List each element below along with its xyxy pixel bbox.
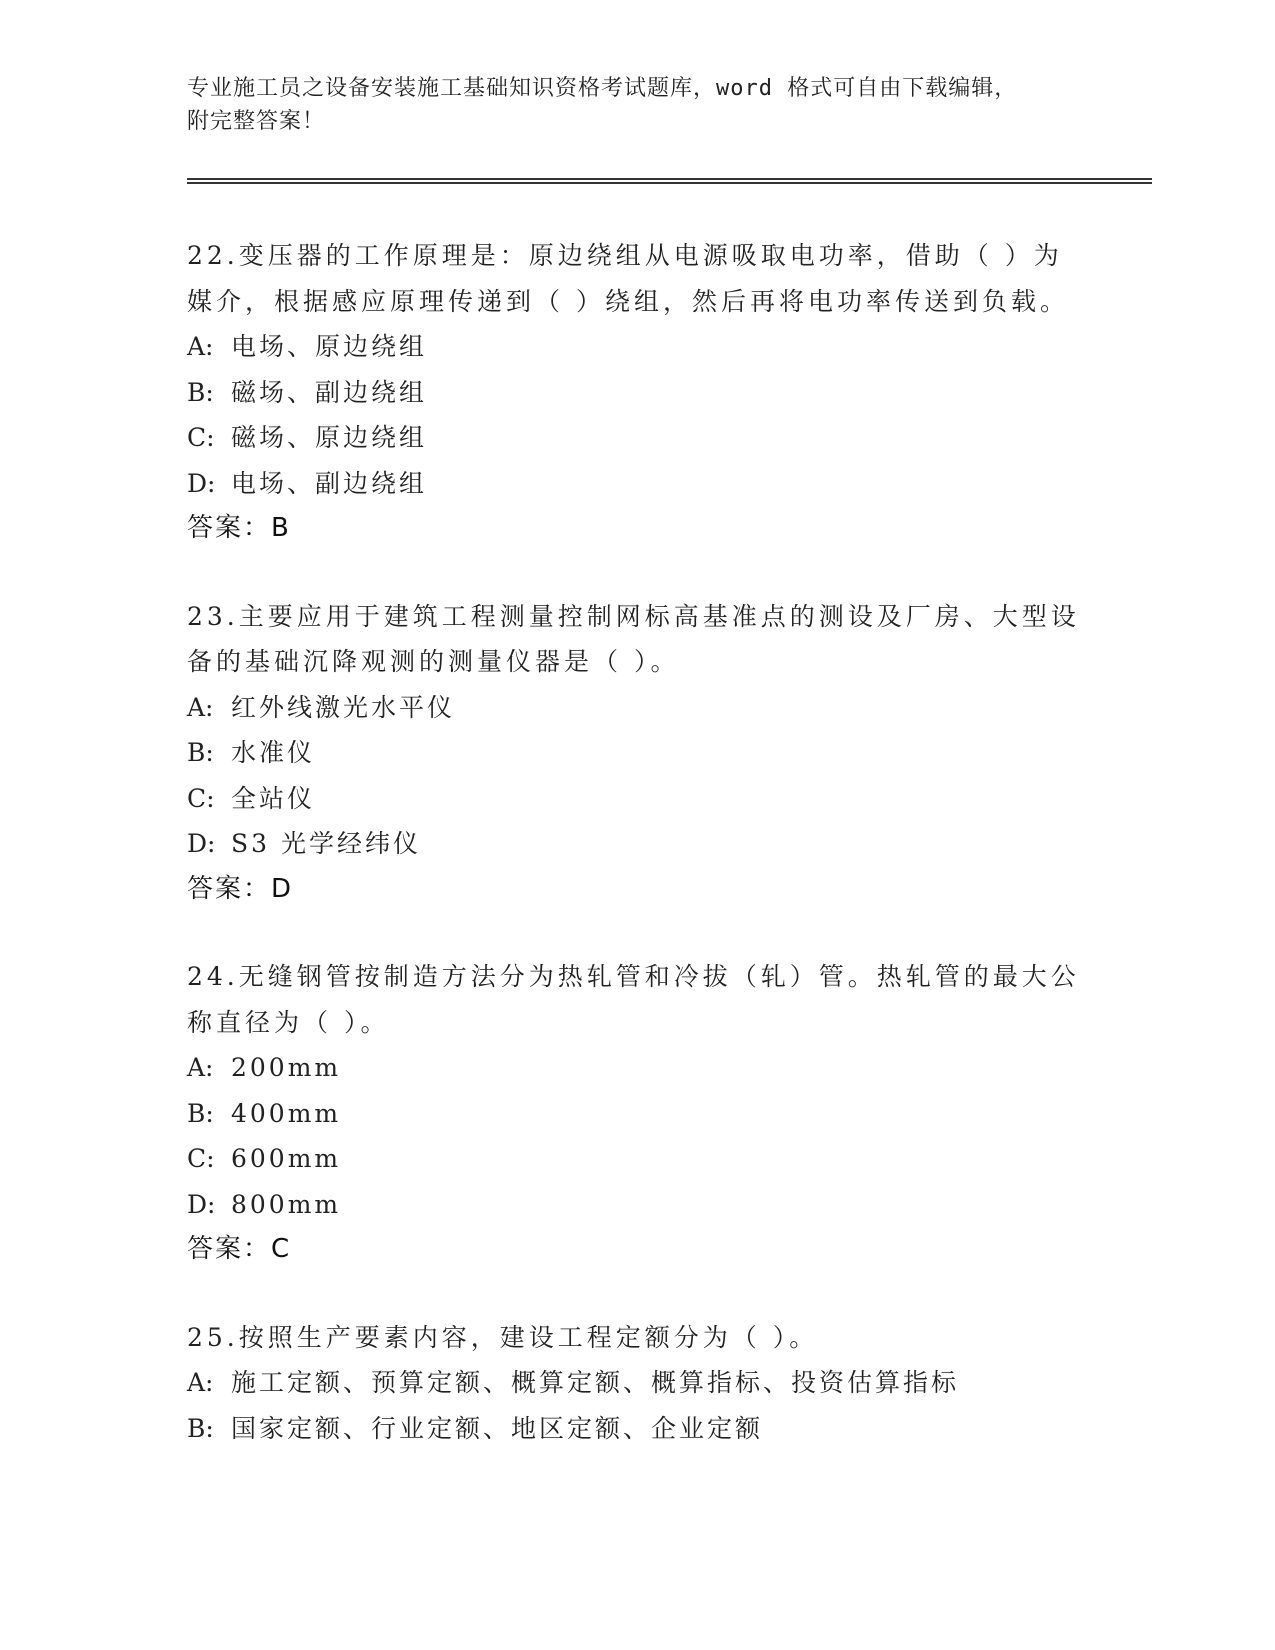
question-stem: 23.主要应用于建筑工程测量控制网标高基准点的测设及厂房、大型设备的基础沉降观测的测量仪器是（ ）。 xyxy=(187,601,1080,676)
question-24 xyxy=(187,954,1087,1273)
answer-line: 答案：C xyxy=(187,1234,292,1264)
option-a xyxy=(187,685,1087,731)
option-text: 电场、副边绕组 xyxy=(231,468,428,498)
option-text: 磁场、原边绕组 xyxy=(231,423,428,452)
option-text: 电场、原边绕组 xyxy=(231,332,428,361)
option-c xyxy=(187,1136,1087,1182)
option-a xyxy=(187,324,1087,370)
question-25 xyxy=(187,1315,1087,1452)
option-text: 施工定额、预算定额、概算定额、概算指标、投资估算指标 xyxy=(231,1368,960,1397)
option-d xyxy=(187,821,1087,867)
option-d xyxy=(187,461,1087,507)
option-label: B: xyxy=(187,1413,214,1443)
option-label: A: xyxy=(187,332,214,361)
option-label: A: xyxy=(187,692,214,722)
option-text: 磁场、副边绕组 xyxy=(231,377,428,407)
option-label: D: xyxy=(187,468,216,498)
header-line-2: 附完整答案！ xyxy=(187,109,326,134)
option-text: 红外线激光水平仪 xyxy=(231,692,456,722)
option-label: A: xyxy=(187,1368,214,1397)
option-label: A: xyxy=(187,1053,214,1082)
question-stem: 22.变压器的工作原理是：原边绕组从电源吸取电功率，借助（ ）为媒介，根据感应原理传递到（ ）绕组，然后再将电功率传送到负载。 xyxy=(187,241,1069,316)
option-text: 200mm xyxy=(231,1053,342,1082)
question-list xyxy=(187,233,1087,1493)
header-divider xyxy=(187,178,1152,184)
document-header xyxy=(187,72,1067,138)
option-text: 全站仪 xyxy=(231,783,316,813)
option-a xyxy=(187,1045,1087,1091)
option-b xyxy=(187,730,1087,776)
option-text: 水准仪 xyxy=(231,738,316,767)
option-label: B: xyxy=(187,377,214,407)
question-stem: 24.无缝钢管按制造方法分为热轧管和冷拔（轧）管。热轧管的最大公称直径为（ ）。 xyxy=(187,962,1080,1037)
option-c xyxy=(187,776,1087,822)
option-c xyxy=(187,415,1087,461)
option-text: 国家定额、行业定额、地区定额、企业定额 xyxy=(231,1413,764,1443)
option-d xyxy=(187,1182,1087,1228)
option-text: 400mm xyxy=(231,1098,342,1128)
answer-line: 答案：D xyxy=(187,873,294,904)
question-23 xyxy=(187,594,1087,913)
option-label: D: xyxy=(187,1189,216,1219)
question-stem: 25.按照生产要素内容，建设工程定额分为（ ）。 xyxy=(187,1322,819,1352)
option-text: 600mm xyxy=(231,1144,342,1173)
option-label: B: xyxy=(187,1098,214,1128)
option-label: D: xyxy=(187,829,216,858)
header-line-1: 专业施工员之设备安装施工基础知识资格考试题库，word 格式可自由下载编辑， xyxy=(187,76,1018,101)
option-a xyxy=(187,1360,1087,1406)
option-b xyxy=(187,1406,1087,1452)
option-label: B: xyxy=(187,738,214,767)
option-text: 800mm xyxy=(231,1189,342,1219)
answer-line: 答案：B xyxy=(187,513,291,543)
question-22 xyxy=(187,233,1087,552)
option-b xyxy=(187,370,1087,416)
option-text: S3 光学经纬仪 xyxy=(231,829,421,858)
option-label: C: xyxy=(187,783,215,813)
option-label: C: xyxy=(187,1144,215,1173)
option-label: C: xyxy=(187,423,215,452)
option-b xyxy=(187,1091,1087,1137)
